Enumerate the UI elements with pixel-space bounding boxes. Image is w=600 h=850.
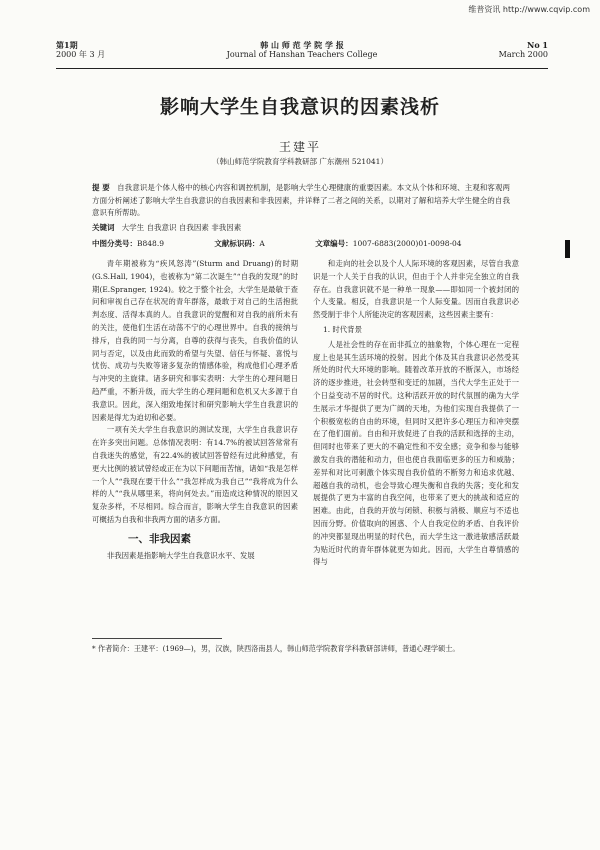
issue-number: 第1期	[56, 40, 78, 50]
doc-code-label: 文献标识码：	[214, 239, 260, 248]
keywords-text: 大学生 自我意识 自我因素 非我因素	[121, 223, 242, 232]
sub-heading: 1. 时代背景	[323, 324, 362, 334]
right-column	[313, 258, 519, 569]
footnote-rule	[92, 638, 222, 639]
journal-name-en: Journal of Hanshan Teachers College	[226, 50, 378, 59]
issue-number-en: No 1	[527, 40, 548, 50]
doc-code-value: A	[259, 239, 265, 248]
article-no-label: 文章编号：	[315, 239, 353, 248]
paragraph: 和走向的社会以及个人人际环境的客观因素，尽管自我意识是一个人关于自我的认识，但由于个人并非完全独立的自我存在。自我意识就不是一种单一现象——即如同一个被封闭的个人变量。相反，自我意识是一个人际变量。因而自我意识必然受制于非个人所能决定的客观因素，这些因素主要有：	[313, 259, 519, 320]
author-name: 王建平	[278, 140, 321, 154]
abstract	[92, 182, 510, 220]
article-no-value: 1007-6883(2000)01-0098-04	[352, 239, 462, 248]
classification-line	[92, 238, 510, 249]
paragraph: 人是社会性的存在而非孤立的抽象物，个体心理在一定程度上也是其生活环境的投射。因此个体及其自我意识必然受其所处的时代大环境的影响。随着改革开放的不断深入，市场经济的逐步推进，社会转型和变迁的加剧，当代大学生正处于一个日益变动不居的时代。这种活跃开放的时代氛围的确为大学生展示才华提供了更为广阔的天地，为他们实现自我提供了一个积极宽松的自由的环境，但同时又把许多心理压力和冲突摆在了他们面前。自由和开放促进了自我的活跃和选择的主动，但同时也带来了更大的不确定性和不安全感；竞争和参与能够激发自我的潜能和动力，但也使自我面临更多的压力和威胁；差异和对比可刺激个体实现自我价值的不断努力和追求优越、超越自我的动机，也会导致心理失衡和自我的失落；变化和发展提供了更为丰富的自我空间，也带来了更大的挑战和适应的困难。由此，自我的开放与闭锁、积极与消极、顺应与不适也因而分野。价值取向的困惑、个人自我定位的矛盾、自我评价的冲突都显现出明显的时代色，而大学生这一激进敏感活跃最为贴近时代的青年群体就更为如此。因而，大学生自尊情感的得与	[313, 339, 519, 567]
paragraph: 青年期被称为“疾风怒涛”(Sturm and Druang)的时期(G.S.Hall, 1904)，也被称为“第二次诞生”“自我的发现”的时期(E.Spranger, 1924)。较之于整个社会，大学生是最敏于查问和审视自己存在状况的青年群落，最敢于对自己的生活抱批判态度、活得本真的人。自我意识的觉醒和对自我的前所未有的关注，使他们生活在动荡不宁的心理世界中。自我的接纳与排斥，自我的同一与分离，自尊的获得与丧失，自我价值的认同与否定，以及由此而致的希望与失望、信任与怀疑、喜悦与忧伤、成功与失败等诸多复杂的情感体验，构成他们心理矛盾与冲突的主旋律。诸多研究和事实表明：大学生的心理问题日趋严重，不断升级，而大学生的心理问题和危机又大多源于自我意识。因此，深入细致地探讨和研究影响大学生自我意识的因素是得尤为迫切和必要。	[92, 259, 298, 422]
journal-name	[56, 40, 548, 60]
journal-name-cn: 韩 山 师 范 学 院 学 报	[260, 40, 344, 50]
section-heading: 一、非我因素	[128, 532, 191, 545]
header-rule	[56, 68, 548, 69]
running-header	[56, 40, 548, 68]
paragraph: 一项有关大学生自我意识的测试发现，大学生自我意识存在许多突出问题。总体情况表明：有14.7%的被试回答常常有自我迷失的感觉，有22.4%的被试回答曾经有过此种感觉，有更大比例的被试曾经或正在为以下问题而苦恼，诸如“我是怎样一个人”“我现在要干什么”“我怎样成为我自己”“我将成为什么样的人”“我从哪里来，将向何处去。”而造成这种情况的原因又复杂多样，不尽相同。综合而言，影响大学生自我意识的因素可概括为自我和非我两方面的诸多方面。	[92, 425, 298, 524]
abstract-label: 提 要	[92, 183, 110, 192]
footnote: * 作者简介：王建平：(1969—)，男，汉族，陕西洛南县人，韩山师范学院教育学科教研部讲师，普通心理学硕士。	[92, 644, 460, 653]
paragraph: 非我因素是指影响大学生自我意识水平、发展	[106, 550, 255, 560]
keywords-label: 关键词	[92, 223, 115, 232]
paper-title: 影响大学生自我意识的因素浅析	[159, 96, 440, 118]
clc-label: 中图分类号：	[92, 239, 137, 248]
keywords	[92, 222, 241, 233]
abstract-text: 自我意识是个体人格中的核心内容和调控机制，是影响大学生心理健康的重要因素。本文从个体和环境、主观和客观两方面分析阐述了影响大学生自我意识的自我因素和非我因素，并详释了二者之间的关系，以期对了解和培养大学生健全的自我意识有所帮助。	[92, 183, 510, 217]
issue-info-en	[499, 40, 548, 60]
issue-date: 2000 年 3 月	[56, 50, 106, 59]
watermark: 维普资讯 http://www.cqvip.com	[468, 5, 590, 14]
clc-value: B848.9	[137, 239, 164, 248]
issue-date-en: March 2000	[498, 50, 548, 59]
author-affiliation: （韩山师范学院教育学科教研部 广东潮州 521041）	[212, 157, 388, 166]
left-column	[92, 258, 298, 562]
margin-mark	[565, 240, 570, 258]
